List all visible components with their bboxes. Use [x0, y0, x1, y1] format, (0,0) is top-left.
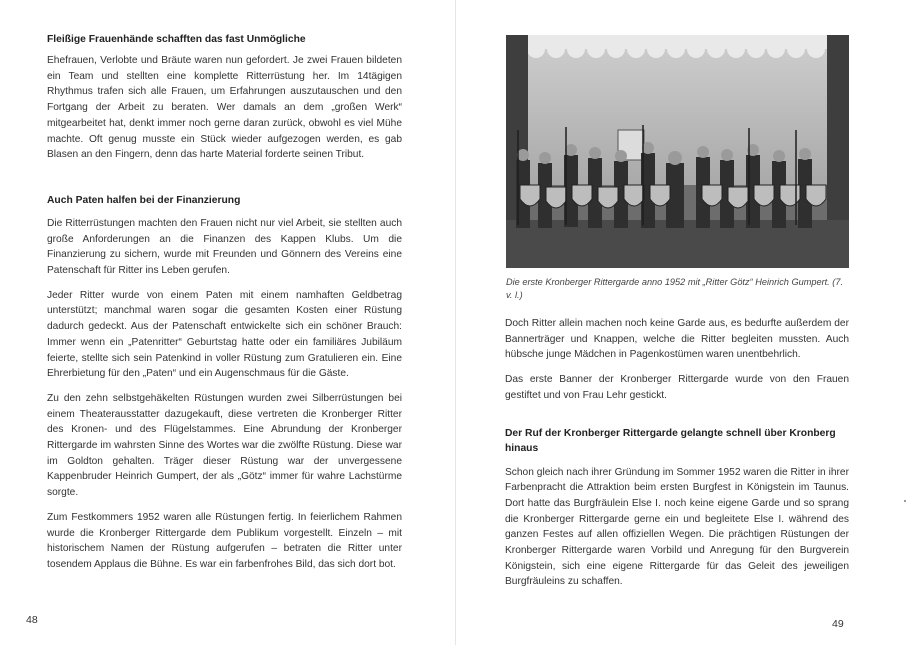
paragraph: Jeder Ritter wurde von einem Paten mit einem namhaften Geldbetrag unterstützt; manchmal waren sogar die gesamten Kosten einer Rüstung dadurch gedeckt. Aus der Patenschaft entwickelte sich ein schöner Brauch: Immer wenn ein „Patenritter“ Geburtstag hatte oder ein familiäres Jubiläum feierte, stellte sich sein Patenkind in voller Rüstung zum Gratulieren ein. Eine Ehrerbietung für den „Paten“ und ein Augenschmaus für die Gäste.	[47, 289, 402, 380]
section-heading-frauenhaende: Fleißige Frauenhände schafften das fast Unmögliche	[47, 34, 306, 45]
paragraph: Zu den zehn selbstgehäkelten Rüstungen wurden zwei Silberrüstungen bei einem Theaterausstatter dazugekauft, diese vertreten die Kronberger Ritter des Kronen- und des Flügelstammes. Eine Abrundung der Kronberger Rittergarde im wahrsten Sinne des Wortes war die zwölfte Rüstung. Diese war im Goldton gehalten. Träger dieser Rüstung war der unvergessene Kappenbruder Heinrich Gumpert, der als „Götz“ immer für wahre Lachstürme sorgte.	[47, 392, 402, 499]
photo-caption: Die erste Kronberger Rittergarde anno 1952 mit „Ritter Götz“ Heinrich Gumpert. (7. v. l.)	[506, 277, 844, 300]
paragraph: Ehefrauen, Verlobte und Bräute waren nun gefordert. Je zwei Frauen bildeten ein Team und stellten eine komplette Ritterrüstung her. Im 14tägigen Rhythmus trafen sich alle Frauen, um Erfahrungen auszutauschen und den Fortgang der Arbeit zu beraten. Wer damals an dem „großen Werk“ mitgearbeitet hat, denkt immer noch gerne daran zurück, obwohl es viel Mühe machte. Oft genug musste ein Stück wieder aufgezogen werden, es gab Blasen an den Fingern, denn das harte Material forderte seinen Tribut.	[47, 55, 402, 161]
stage-photo-illustration	[506, 35, 849, 268]
page-number: 48	[26, 614, 38, 626]
paragraph: Doch Ritter allein machen noch keine Garde aus, es bedurfte außerdem der Bannerträger und Knappen, welche die Ritter begleiten mussten. Auch hübsche junge Mädchen in Pagenkostümen waren unentbehrlich.	[505, 318, 849, 361]
photo-rittergarde-1952	[506, 35, 849, 268]
right-text-column	[505, 316, 849, 590]
left-page	[0, 0, 455, 645]
paragraph: Die Ritterrüstungen machten den Frauen nicht nur viel Arbeit, sie stellten auch große Anforderungen an die Finanzen des Kappen Klubs. Um die Finanzierung zu sichern, wurde mit Freunden und Gönnern des Vereins eine Patenschaft für Ritter ins Leben gerufen.	[47, 217, 402, 277]
paragraph: Zum Festkommers 1952 waren alle Rüstungen fertig. In feierlichem Rahmen wurde die Kronberger Rittergarde dem Publikum vorgestellt. Einzeln – mit historischem Namen der Rüstung aufgerufen – betraten die Ritter unter tosendem Applaus die Bühne. Es war ein farbenfrohes Bild, das sich dort bot.	[47, 511, 402, 570]
paragraph: Das erste Banner der Kronberger Rittergarde wurde von den Frauen gestiftet und von Frau Lehr gestickt.	[505, 374, 849, 401]
paragraph: Schon gleich nach ihrer Gründung im Sommer 1952 waren die Ritter in ihrer Farbenpracht die Attraktion beim ersten Burgfest in Königstein im Taunus. Dort hatte das Burgfräulein Else I. noch keine eigene Garde und so sprang die Kronberger Rittergarde gerne ein und begleitete Else I. während des ganzen Festes auf allen offiziellen Wegen. Die prächtigen Rüstungen der Kronberger Rittergarde waren Vorbild und Anregung für den Burgverein Königstein, sich eine eigene Rittergarde für das Geleit des jeweiligen Burgfräuleins zu schaffen.	[505, 466, 849, 588]
section-heading-paten: Auch Paten halfen bei der Finanzierung	[47, 194, 241, 206]
page-number: 49	[832, 618, 844, 630]
print-mark	[904, 500, 906, 502]
right-page	[456, 0, 911, 645]
left-text-column	[47, 32, 402, 573]
section-heading-ruf: Der Ruf der Kronberger Rittergarde gelangte schnell über Kronberg hinaus	[505, 427, 836, 454]
